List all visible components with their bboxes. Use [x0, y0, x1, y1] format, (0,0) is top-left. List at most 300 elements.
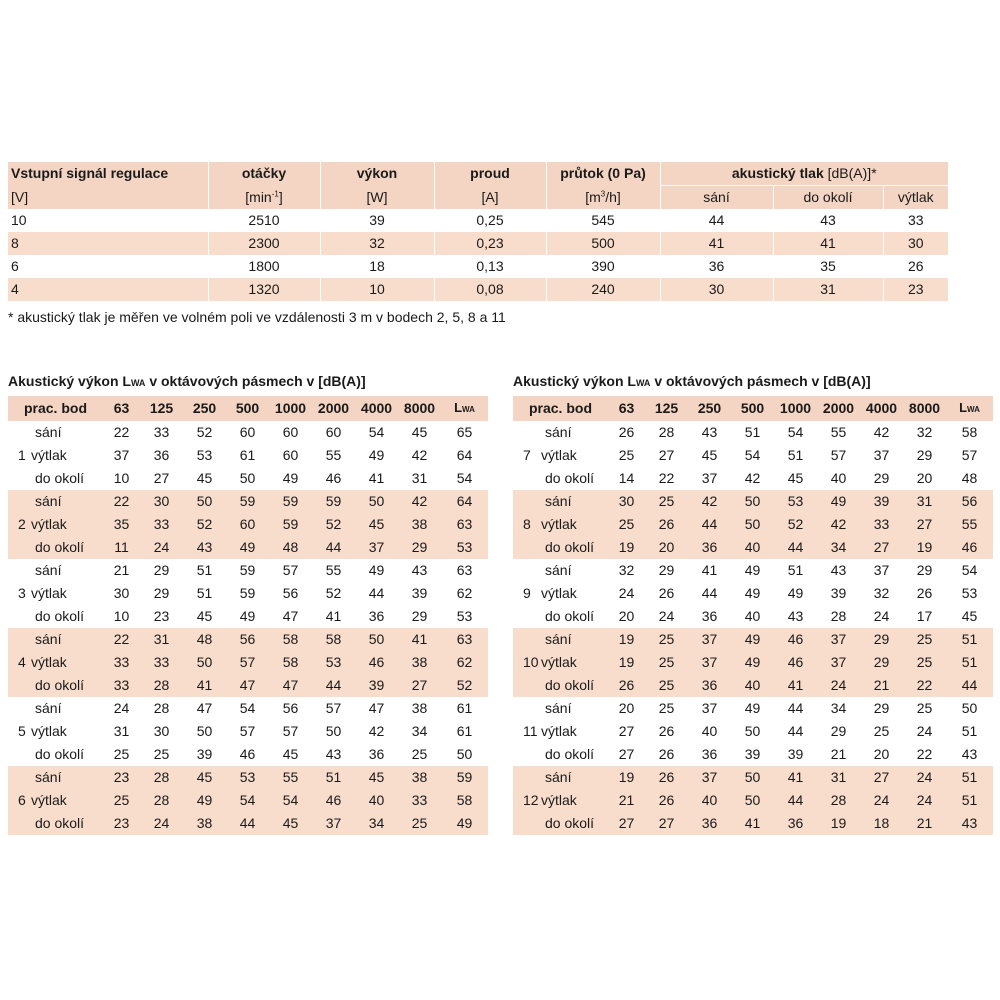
row-label: do okolí — [35, 539, 85, 555]
octave-cell: 37 — [355, 536, 398, 559]
octave-row — [8, 536, 488, 559]
octave-cell: 50 — [456, 746, 473, 762]
octave-row — [513, 651, 993, 674]
octave-cell: 37 — [688, 628, 731, 651]
work-point-label — [8, 421, 103, 444]
row-label: do okolí — [35, 815, 85, 831]
octave-cell: 55 — [830, 424, 847, 440]
octave-cell: 37 — [873, 562, 890, 578]
octave-cell: 56 — [282, 585, 299, 601]
octave-cell: 10 — [113, 608, 130, 624]
header-band: 63 — [103, 396, 140, 421]
octave-cell: 28 — [140, 789, 183, 812]
table-row — [8, 278, 948, 301]
octave-cell: 26 — [658, 585, 675, 601]
octave-cell: 22 — [903, 674, 946, 697]
octave-cell: 24 — [903, 789, 946, 812]
row-label: výtlak — [31, 447, 67, 463]
octave-cell: 52 — [183, 513, 226, 536]
row-label: výtlak — [31, 585, 67, 601]
octave-row — [513, 766, 993, 789]
row-label: do okolí — [545, 677, 595, 693]
octave-row — [513, 812, 993, 835]
octave-cell: 49 — [744, 562, 761, 578]
row-label: do okolí — [35, 746, 85, 762]
octave-cell: 54 — [226, 789, 269, 812]
work-point-number: 12 — [523, 792, 539, 808]
octave-cell: 60 — [239, 424, 256, 440]
octave-cell: 61 — [239, 447, 256, 463]
row-label: do okolí — [35, 677, 85, 693]
octave-cell: 58 — [312, 628, 355, 651]
octave-cell: 27 — [398, 674, 441, 697]
table-cell: 10 — [320, 278, 434, 301]
octave-cell: 49 — [731, 628, 774, 651]
octave-row — [8, 421, 488, 444]
octave-row — [513, 789, 993, 812]
octave-cell: 18 — [860, 812, 903, 835]
row-label: výtlak — [31, 723, 67, 739]
work-point-label — [8, 559, 103, 582]
table-cell: 2300 — [208, 232, 320, 255]
octave-cell: 42 — [688, 490, 731, 513]
work-point-label — [513, 536, 608, 559]
octave-cell: 49 — [817, 490, 860, 513]
octave-cell: 45 — [183, 766, 226, 789]
octave-cell: 53 — [456, 608, 473, 624]
table-cell: 30 — [883, 232, 948, 255]
octave-cell: 39 — [830, 585, 847, 601]
octave-cell: 14 — [618, 470, 635, 486]
octave-cell: 41 — [774, 766, 817, 789]
work-point-number: 10 — [523, 654, 539, 670]
octave-cell: 49 — [368, 562, 385, 578]
header-acoustic-pressure — [660, 162, 948, 186]
octave-cell: 40 — [688, 789, 731, 812]
table-cell: 30 — [660, 278, 773, 301]
octave-cell: 43 — [411, 562, 428, 578]
octave-cell: 42 — [398, 490, 441, 513]
table-cell: 35 — [773, 255, 883, 278]
header-band: 500 — [731, 396, 774, 421]
octave-cell: 25 — [658, 700, 675, 716]
octave-cell: 26 — [916, 585, 933, 601]
row-label: do okolí — [545, 815, 595, 831]
work-point-number: 7 — [523, 447, 531, 463]
octave-cell: 52 — [312, 513, 355, 536]
octave-cell: 44 — [787, 723, 804, 739]
work-point-number: 4 — [18, 654, 26, 670]
work-point-label — [513, 467, 608, 490]
octave-cell: 25 — [645, 651, 688, 674]
octave-cell: 23 — [153, 608, 170, 624]
octave-cell: 57 — [239, 723, 256, 739]
operating-data-table — [8, 162, 948, 301]
octave-cell: 34 — [411, 723, 428, 739]
work-point-label — [513, 789, 608, 812]
octave-cell: 51 — [787, 447, 804, 463]
octave-row — [513, 467, 993, 490]
octave-cell: 45 — [701, 447, 718, 463]
header-flow-unit — [546, 186, 660, 210]
octave-cell: 34 — [830, 700, 847, 716]
octave-cell: 25 — [411, 746, 428, 762]
row-label: výtlak — [31, 654, 67, 670]
header-band: 2000 — [312, 396, 355, 421]
octave-cell: 52 — [441, 674, 488, 697]
octave-cell: 45 — [355, 513, 398, 536]
header-lwa — [946, 396, 993, 421]
octave-cell: 19 — [608, 651, 645, 674]
table-cell: 39 — [320, 209, 434, 232]
octave-cell: 20 — [618, 700, 635, 716]
octave-cell: 53 — [774, 490, 817, 513]
octave-cell: 37 — [701, 470, 718, 486]
octave-cell: 22 — [103, 490, 140, 513]
octave-cell: 25 — [103, 789, 140, 812]
row-label: výtlak — [31, 516, 67, 532]
octave-cell: 39 — [744, 746, 761, 762]
octave-cell: 44 — [368, 585, 385, 601]
header-band: 1000 — [774, 396, 817, 421]
octave-cell: 57 — [325, 700, 342, 716]
header-acoustic-unit: [dB(A)]* — [827, 165, 877, 181]
octave-cell: 50 — [239, 470, 256, 486]
octave-cell: 31 — [817, 766, 860, 789]
octave-cell: 21 — [903, 812, 946, 835]
row-label: výtlak — [541, 792, 577, 808]
octave-cell: 25 — [645, 674, 688, 697]
octave-row — [513, 421, 993, 444]
flow-unit-base: [m — [585, 188, 601, 205]
work-point-label — [8, 444, 103, 467]
work-point-number: 9 — [523, 585, 531, 601]
octave-cell: 25 — [873, 723, 890, 739]
octave-cell: 52 — [774, 513, 817, 536]
octave-cell: 33 — [103, 674, 140, 697]
title-text: Akustický výkon L — [8, 373, 131, 389]
octave-cell: 28 — [153, 700, 170, 716]
row-label: do okolí — [545, 608, 595, 624]
header-work-point: prac. bod — [513, 396, 608, 421]
octave-cell: 33 — [103, 651, 140, 674]
octave-cell: 23 — [103, 812, 140, 835]
octave-cell: 20 — [873, 746, 890, 762]
table-cell: 500 — [546, 232, 660, 255]
octave-row — [513, 444, 993, 467]
octave-cell: 19 — [903, 536, 946, 559]
work-point-label — [8, 766, 103, 789]
octave-cell: 31 — [113, 723, 130, 739]
octave-cell: 24 — [817, 674, 860, 697]
table-cell: 1800 — [208, 255, 320, 278]
octave-cell: 29 — [860, 651, 903, 674]
octave-cell: 29 — [873, 700, 890, 716]
header-band: 4000 — [860, 396, 903, 421]
octave-cell: 46 — [774, 628, 817, 651]
octave-cell: 37 — [688, 766, 731, 789]
work-point-label — [513, 697, 608, 720]
table-cell: 33 — [883, 209, 948, 232]
row-label: sání — [35, 493, 62, 509]
octave-cell: 46 — [946, 536, 993, 559]
octave-cell: 57 — [226, 651, 269, 674]
octave-row — [8, 582, 488, 605]
octave-cell: 51 — [744, 424, 761, 440]
header-suction: sání — [660, 186, 773, 210]
table-cell: 36 — [660, 255, 773, 278]
lwa-sub: WA — [462, 405, 475, 414]
octave-cell: 29 — [153, 562, 170, 578]
octave-cell: 46 — [355, 651, 398, 674]
row-label: sání — [35, 700, 62, 716]
octave-cell: 57 — [282, 562, 299, 578]
octave-cell: 33 — [860, 513, 903, 536]
octave-cell: 27 — [153, 470, 170, 486]
octave-cell: 37 — [873, 447, 890, 463]
octave-cell: 24 — [113, 700, 130, 716]
octave-cell: 43 — [946, 812, 993, 835]
table-cell: 1320 — [208, 278, 320, 301]
row-label: sání — [35, 769, 62, 785]
header-band: 4000 — [355, 396, 398, 421]
octave-cell: 54 — [961, 562, 978, 578]
octave-cell: 38 — [183, 812, 226, 835]
row-label: sání — [35, 631, 62, 647]
work-point-number: 6 — [18, 792, 26, 808]
octave-cell: 28 — [140, 766, 183, 789]
table-cell: 6 — [11, 258, 19, 274]
header-band: 500 — [226, 396, 269, 421]
octave-cell: 50 — [183, 651, 226, 674]
header-lwa — [441, 396, 488, 421]
octave-cell: 41 — [398, 628, 441, 651]
row-label: sání — [545, 769, 572, 785]
octave-cell: 50 — [731, 513, 774, 536]
octave-cell: 37 — [817, 628, 860, 651]
octave-panel-left — [8, 370, 488, 835]
octave-cell: 29 — [411, 608, 428, 624]
octave-cell: 27 — [645, 812, 688, 835]
octave-cell: 56 — [226, 628, 269, 651]
table-cell: 26 — [883, 255, 948, 278]
octave-cell: 24 — [140, 812, 183, 835]
octave-cell: 51 — [946, 651, 993, 674]
table-cell: 4 — [8, 278, 208, 301]
octave-cell: 55 — [325, 562, 342, 578]
table-cell: 0,08 — [434, 278, 546, 301]
octave-row — [8, 720, 488, 743]
row-label: do okolí — [545, 539, 595, 555]
octave-cell: 54 — [239, 700, 256, 716]
lwa-sub: WA — [967, 405, 980, 414]
octave-cell: 36 — [368, 746, 385, 762]
work-point-label — [8, 651, 103, 674]
octave-cell: 35 — [103, 513, 140, 536]
octave-cell: 45 — [961, 608, 978, 624]
octave-row — [8, 513, 488, 536]
row-label: sání — [545, 700, 572, 716]
work-point-label — [8, 605, 103, 628]
row-label: výtlak — [541, 654, 577, 670]
octave-cell: 42 — [411, 447, 428, 463]
octave-cell: 45 — [196, 470, 213, 486]
octave-cell: 27 — [618, 723, 635, 739]
work-point-label — [513, 743, 608, 766]
octave-cell: 52 — [196, 424, 213, 440]
octave-cell: 25 — [645, 490, 688, 513]
row-label: sání — [35, 562, 62, 578]
octave-cell: 62 — [456, 585, 473, 601]
octave-header-row — [513, 396, 993, 421]
octave-cell: 49 — [787, 585, 804, 601]
row-label: sání — [545, 493, 572, 509]
octave-cell: 58 — [441, 789, 488, 812]
octave-cell: 25 — [645, 628, 688, 651]
octave-cell: 38 — [398, 766, 441, 789]
octave-row — [513, 720, 993, 743]
octave-cell: 55 — [269, 766, 312, 789]
octave-cell: 29 — [916, 447, 933, 463]
table-cell: 240 — [546, 278, 660, 301]
octave-cell: 60 — [282, 424, 299, 440]
octave-cell: 22 — [103, 628, 140, 651]
header-signal-unit: [V] — [8, 186, 208, 210]
header-band: 8000 — [903, 396, 946, 421]
octave-cell: 57 — [282, 723, 299, 739]
octave-cell: 59 — [226, 490, 269, 513]
table-cell: 0,13 — [434, 255, 546, 278]
octave-cell: 41 — [368, 470, 385, 486]
octave-cell: 24 — [618, 585, 635, 601]
octave-cell: 40 — [355, 789, 398, 812]
octave-cell: 36 — [153, 447, 170, 463]
work-point-label — [513, 513, 608, 536]
octave-cell: 49 — [226, 536, 269, 559]
octave-row — [513, 743, 993, 766]
table-cell: 31 — [773, 278, 883, 301]
row-label: sání — [545, 424, 572, 440]
octave-cell: 60 — [226, 513, 269, 536]
octave-cell: 33 — [140, 651, 183, 674]
octave-cell: 55 — [325, 447, 342, 463]
octave-row — [513, 490, 993, 513]
work-point-label — [8, 812, 103, 835]
octave-cell: 37 — [701, 700, 718, 716]
octave-cell: 26 — [645, 513, 688, 536]
octave-cell: 49 — [368, 447, 385, 463]
octave-cell: 27 — [618, 746, 635, 762]
table-cell: 41 — [660, 232, 773, 255]
octave-cell: 43 — [830, 562, 847, 578]
header-band: 8000 — [398, 396, 441, 421]
work-point-label — [8, 628, 103, 651]
octave-cell: 20 — [916, 470, 933, 486]
octave-cell: 40 — [731, 536, 774, 559]
row-label: výtlak — [541, 447, 577, 463]
header-band: 125 — [645, 396, 688, 421]
octave-cell: 38 — [411, 700, 428, 716]
octave-cell: 59 — [441, 766, 488, 789]
octave-cell: 22 — [916, 746, 933, 762]
octave-cell: 59 — [269, 490, 312, 513]
octave-cell: 59 — [312, 490, 355, 513]
octave-cell: 49 — [239, 608, 256, 624]
octave-cell: 25 — [618, 447, 635, 463]
octave-cell: 54 — [744, 447, 761, 463]
table-row — [8, 255, 948, 278]
work-point-number: 5 — [18, 723, 26, 739]
octave-cell: 50 — [196, 723, 213, 739]
work-point-label — [513, 582, 608, 605]
octave-cell: 45 — [411, 424, 428, 440]
title-subscript: WA — [635, 378, 651, 388]
octave-cell: 50 — [731, 490, 774, 513]
octave-cell: 37 — [113, 447, 130, 463]
octave-cell: 42 — [368, 723, 385, 739]
octave-cell: 41 — [701, 562, 718, 578]
header-ambient: do okolí — [773, 186, 883, 210]
title-subscript: WA — [130, 378, 146, 388]
header-work-point: prac. bod — [8, 396, 103, 421]
octave-cell: 19 — [608, 766, 645, 789]
octave-cell: 24 — [140, 536, 183, 559]
octave-row — [8, 444, 488, 467]
row-label: výtlak — [31, 792, 67, 808]
octave-cell: 45 — [355, 766, 398, 789]
title-text: Akustický výkon L — [513, 373, 636, 389]
octave-cell: 25 — [398, 812, 441, 835]
work-point-number: 11 — [523, 723, 538, 739]
octave-cell: 21 — [608, 789, 645, 812]
octave-row — [8, 789, 488, 812]
octave-cell: 40 — [731, 674, 774, 697]
octave-cell: 41 — [731, 812, 774, 835]
rpm-unit-sup: -1 — [271, 189, 279, 199]
work-point-label — [8, 582, 103, 605]
table-cell: 8 — [8, 232, 208, 255]
octave-cell: 41 — [325, 608, 342, 624]
table-cell: 545 — [546, 209, 660, 232]
octave-cell: 50 — [183, 490, 226, 513]
work-point-label — [513, 490, 608, 513]
work-point-number: 3 — [18, 585, 26, 601]
octave-cell: 32 — [618, 562, 635, 578]
octave-cell: 63 — [441, 513, 488, 536]
work-point-label — [8, 743, 103, 766]
octave-cell: 47 — [196, 700, 213, 716]
octave-cell: 44 — [787, 700, 804, 716]
octave-row — [8, 674, 488, 697]
octave-cell: 48 — [269, 536, 312, 559]
work-point-label — [8, 697, 103, 720]
octave-cell: 31 — [411, 470, 428, 486]
octave-cell: 29 — [398, 536, 441, 559]
lwa-main: L — [454, 400, 463, 415]
octave-cell: 51 — [196, 562, 213, 578]
octave-row — [8, 467, 488, 490]
octave-header-row — [8, 396, 488, 421]
octave-cell: 29 — [830, 723, 847, 739]
work-point-label — [513, 674, 608, 697]
octave-cell: 65 — [456, 424, 473, 440]
octave-cell: 22 — [658, 470, 675, 486]
octave-cell: 58 — [269, 628, 312, 651]
octave-cell: 40 — [744, 608, 761, 624]
row-label: do okolí — [35, 470, 85, 486]
octave-cell: 26 — [658, 723, 675, 739]
octave-cell: 36 — [774, 812, 817, 835]
